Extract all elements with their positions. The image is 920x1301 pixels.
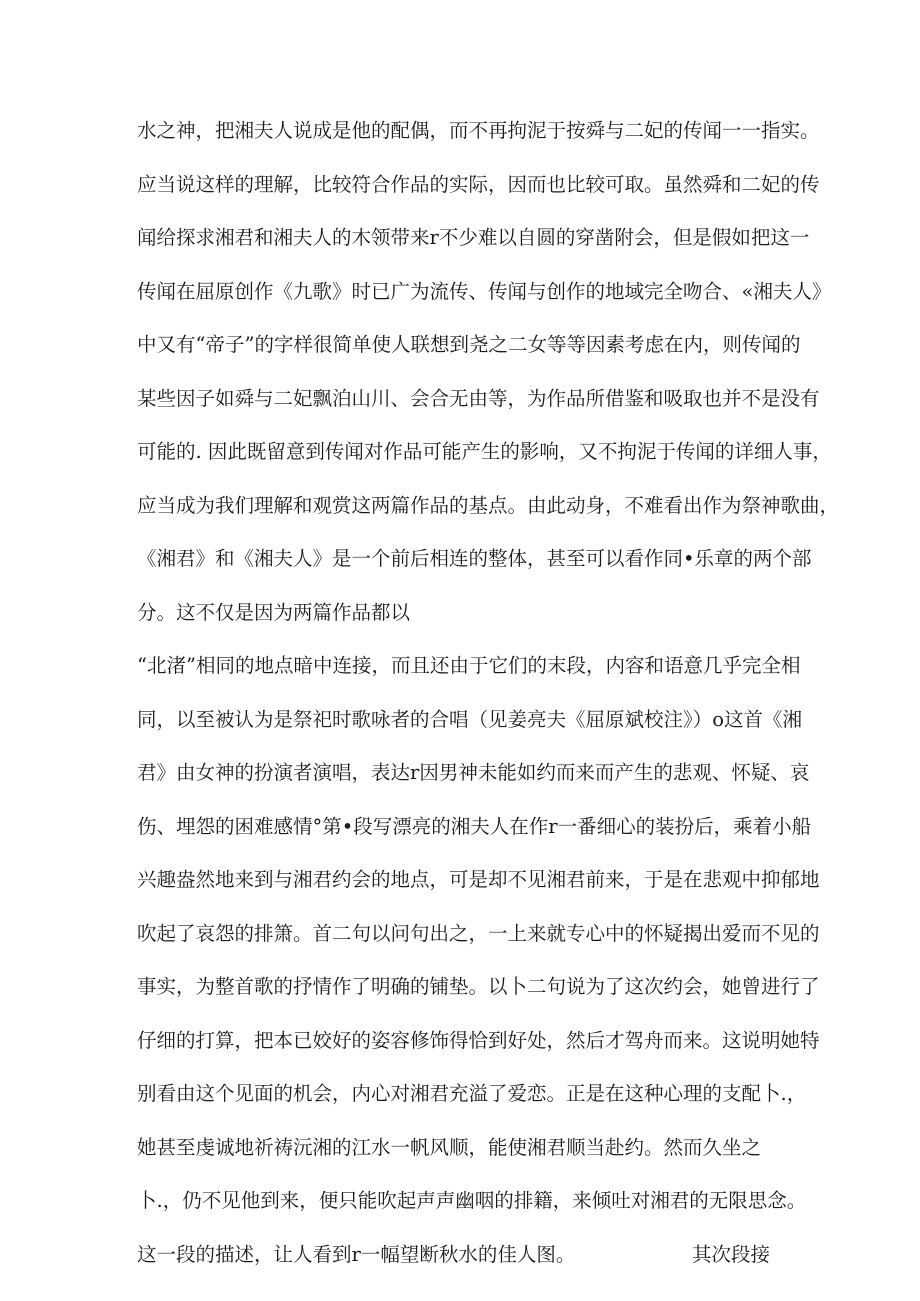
text-line-1: 水之神，把湘夫人说成是他的配偶，而不再拘泥于按舜与二妃的传闻一一指实。 [137, 119, 820, 142]
text-line-9: 《湘君》和《湘夫人》是一个前后相连的整体，甚至可以看作同•乐章的两个部 [137, 547, 812, 570]
text-line-12: 同，以至被认为是祭祀时歌咏者的合唱（见姜亮夫《屈原斌校注》）o这首《湘 [137, 708, 802, 731]
text-line-2: 应当说这样的理解，比较符合作品的实际，因而也比较可取。虽然舜和二妃的传 [137, 173, 820, 196]
text-line-8: 应当成为我们理解和观赏这两篇作品的基点。由此动身，不难看出作为祭神歌曲， [137, 494, 840, 517]
text-line-3: 闻给探求湘君和湘夫人的木领带来r不少难以自圆的穿凿附会，但是假如把这一 [137, 226, 810, 249]
text-line-7: 可能的. 因此既留意到传闻对作品可能产生的影响，又不拘泥于传闻的详细人事， [137, 440, 832, 463]
text-line-4: 传闻在屈原创作《九歌》时已广为流传、传闻与创作的地域完全吻合、«湘夫人》 [137, 280, 832, 303]
text-line-22: 这一段的描述，让人看到r一幅望断秋水的佳人图。 [137, 1243, 576, 1266]
text-line-11: “北渚”相同的地点暗中连接，而且还由于它们的末段，内容和语意几乎完全相 [137, 654, 801, 677]
text-line-10: 分。这不仅是因为两篇作品都以 [137, 601, 411, 624]
text-line-5: 中又有“帝子”的字样很简单使人联想到尧之二女等等因素考虑在内，则传闻的 [137, 333, 801, 356]
text-line-20: 她甚至虔诚地祈祷沅湘的江水一帆风顺，能使湘君顺当赴约。然而久坐之 [137, 1136, 762, 1159]
text-line-15: 兴趣盎然地来到与湘君约会的地点，可是却不见湘君前来，于是在悲观中抑郁地 [137, 868, 820, 891]
text-line-13: 君》由女神的扮演者演唱，表达r因男神未能如约而来而产生的悲观、怀疑、哀 [137, 761, 810, 784]
text-line-6: 某些因子如舜与二妃飘泊山川、会合无由等，为作品所借鉴和吸取也并不是没有 [137, 387, 820, 410]
text-line-17: 事实，为整首歌的抒情作了明确的铺垫。以卜二句说为了这次约会，她曾进行了 [137, 975, 820, 998]
text-line-14: 伤、埋怨的困难感情°第•段写漂亮的湘夫人在作r一番细心的装扮后，乘着小船 [137, 815, 812, 838]
text-line-21: 卜.，仍不见他到来，便只能吹起声声幽咽的排籍，来倾吐对湘君的无限思念。 [137, 1189, 807, 1212]
text-line-19: 别看由这个见面的机会，内心对湘君充溢了爱恋。正是在这种心理的支配卜.， [137, 1082, 807, 1105]
trailing-text: 其次段接 [692, 1243, 771, 1266]
text-line-18: 仔细的打算，把本已姣好的姿容修饰得恰到好处，然后才驾舟而来。这说明她特 [137, 1029, 820, 1052]
text-line-16: 吹起了哀怨的排箫。首二句以问句出之，一上来就专心中的怀疑揭出爱而不见的 [137, 922, 820, 945]
